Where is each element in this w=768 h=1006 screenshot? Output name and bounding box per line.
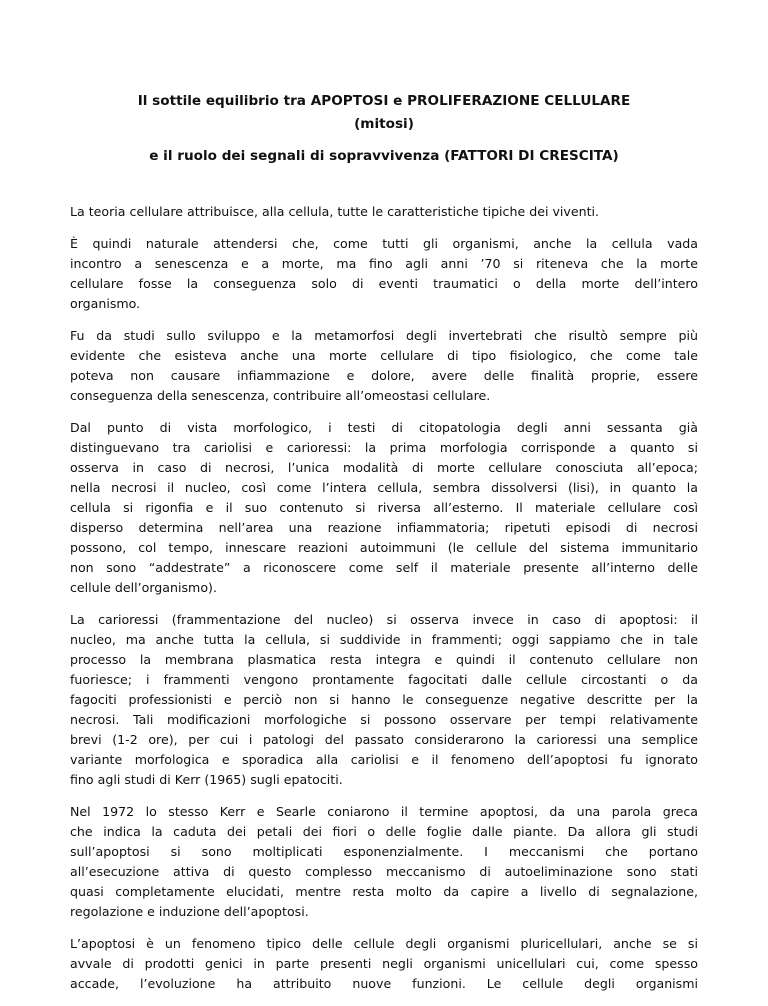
text-line: nucleo, ma anche tutta la cellula, si suddivide in frammenti; oggi sappiamo che in tale (70, 632, 698, 647)
paragraph (70, 934, 698, 994)
text-line: fagociti professionisti e perciò non si hanno le conseguenze negative descritte per la (70, 692, 698, 707)
text-line: organismo. (70, 296, 141, 311)
document-subtitle: e il ruolo dei segnali di sopravvivenza (FATTORI DI CRESCITA) (149, 148, 619, 164)
text-line: necrosi. Tali modificazioni morfologiche si possono osservare per tempi relativamente (70, 712, 698, 727)
paragraph (70, 418, 698, 598)
text-line: distinguevano tra cariolisi e carioressi: la prima morfologia corrisponde a quanto si (70, 440, 698, 455)
text-line: La carioressi (frammentazione del nucleo) si osserva invece in caso di apoptosi: il (70, 612, 698, 627)
text-line: disperso determina nell’area una reazione infiammatoria; ripetuti episodi di necrosi (70, 520, 698, 535)
text-line: cellulare fosse la conseguenza solo di eventi traumatici o della morte dell’intero (70, 276, 698, 291)
text-line: cellule dell’organismo). (70, 580, 217, 595)
text-line: poteva non causare infiammazione e dolore, avere delle finalità proprie, essere (70, 368, 698, 383)
text-line: È quindi naturale attendersi che, come tutti gli organismi, anche la cellula vada (70, 236, 698, 251)
document-title (70, 90, 698, 136)
text-line: possono, col tempo, innescare reazioni autoimmuni (le cellule del sistema immunitario (70, 540, 698, 555)
text-line: La teoria cellulare attribuisce, alla cellula, tutte le caratteristiche tipiche dei viventi. (70, 204, 600, 219)
text-line: accade, l’evoluzione ha attribuito nuove funzioni. Le cellule degli organismi (70, 976, 698, 991)
text-line: variante morfologica e sporadica alla cariolisi e il fenomeno dell’apoptosi fu ignorato (70, 752, 698, 767)
text-line: Fu da studi sullo sviluppo e la metamorfosi degli invertebrati che risultò sempre più (70, 328, 698, 343)
text-line: sull’apoptosi si sono moltiplicati esponenzialmente. I meccanismi che portano (70, 844, 698, 859)
document-page (70, 90, 698, 1006)
text-line: che indica la caduta dei petali dei fiori o delle foglie dalle piante. Da allora gli studi (70, 824, 698, 839)
text-line: osserva in caso di necrosi, l’unica modalità di morte cellulare conosciuta all’epoca; (70, 460, 698, 475)
text-line: non sono “addestrate” a riconoscere come self il materiale presente all’interno delle (70, 560, 698, 575)
text-line: regolazione e induzione dell’apoptosi. (70, 904, 309, 919)
text-line: nella necrosi il nucleo, così come l’intera cellula, sembra dissolversi (lisi), in quanto la (70, 480, 698, 495)
paragraph (70, 802, 698, 922)
title-line: (mitosi) (354, 116, 414, 132)
text-line: conseguenza della senescenza, contribuire all’omeostasi cellulare. (70, 388, 491, 403)
paragraph (70, 234, 698, 314)
paragraph (70, 610, 698, 790)
text-line: Dal punto di vista morfologico, i testi di citopatologia degli anni sessanta già (70, 420, 698, 435)
text-line: cellula si rigonfia e il suo contenuto si riversa all’esterno. Il materiale cellulare così (70, 500, 698, 515)
text-line: avvale di prodotti genici in parte presenti negli organismi unicellulari cui, come spesso (70, 956, 698, 971)
text-line: processo la membrana plasmatica resta integra e quindi il contenuto cellulare non (70, 652, 698, 667)
paragraph (70, 326, 698, 406)
paragraph (70, 202, 698, 222)
text-line: Nel 1972 lo stesso Kerr e Searle coniarono il termine apoptosi, da una parola greca (70, 804, 698, 819)
title-line: Il sottile equilibrio tra APOPTOSI e PROLIFERAZIONE CELLULARE (137, 93, 631, 109)
text-line: quasi completamente elucidati, mentre resta molto da capire a livello di segnalazione, (70, 884, 698, 899)
text-line: fino agli studi di Kerr (1965) sugli epatociti. (70, 772, 343, 787)
text-line: brevi (1-2 ore), per cui i patologi del passato considerarono la carioressi una semplice (70, 732, 698, 747)
text-line: incontro a senescenza e a morte, ma fino agli anni ’70 si riteneva che la morte (70, 256, 698, 271)
text-line: L’apoptosi è un fenomeno tipico delle cellule degli organismi pluricellulari, anche se si (70, 936, 698, 951)
document-body (70, 202, 698, 994)
text-line: evidente che esisteva anche una morte cellulare di tipo fisiologico, che come tale (70, 348, 698, 363)
text-line: fuoriesce; i frammenti vengono prontamente fagocitati dalle cellule circostanti o da (70, 672, 698, 687)
text-line: all’esecuzione attiva di questo complesso meccanismo di autoeliminazione sono stati (70, 864, 698, 879)
